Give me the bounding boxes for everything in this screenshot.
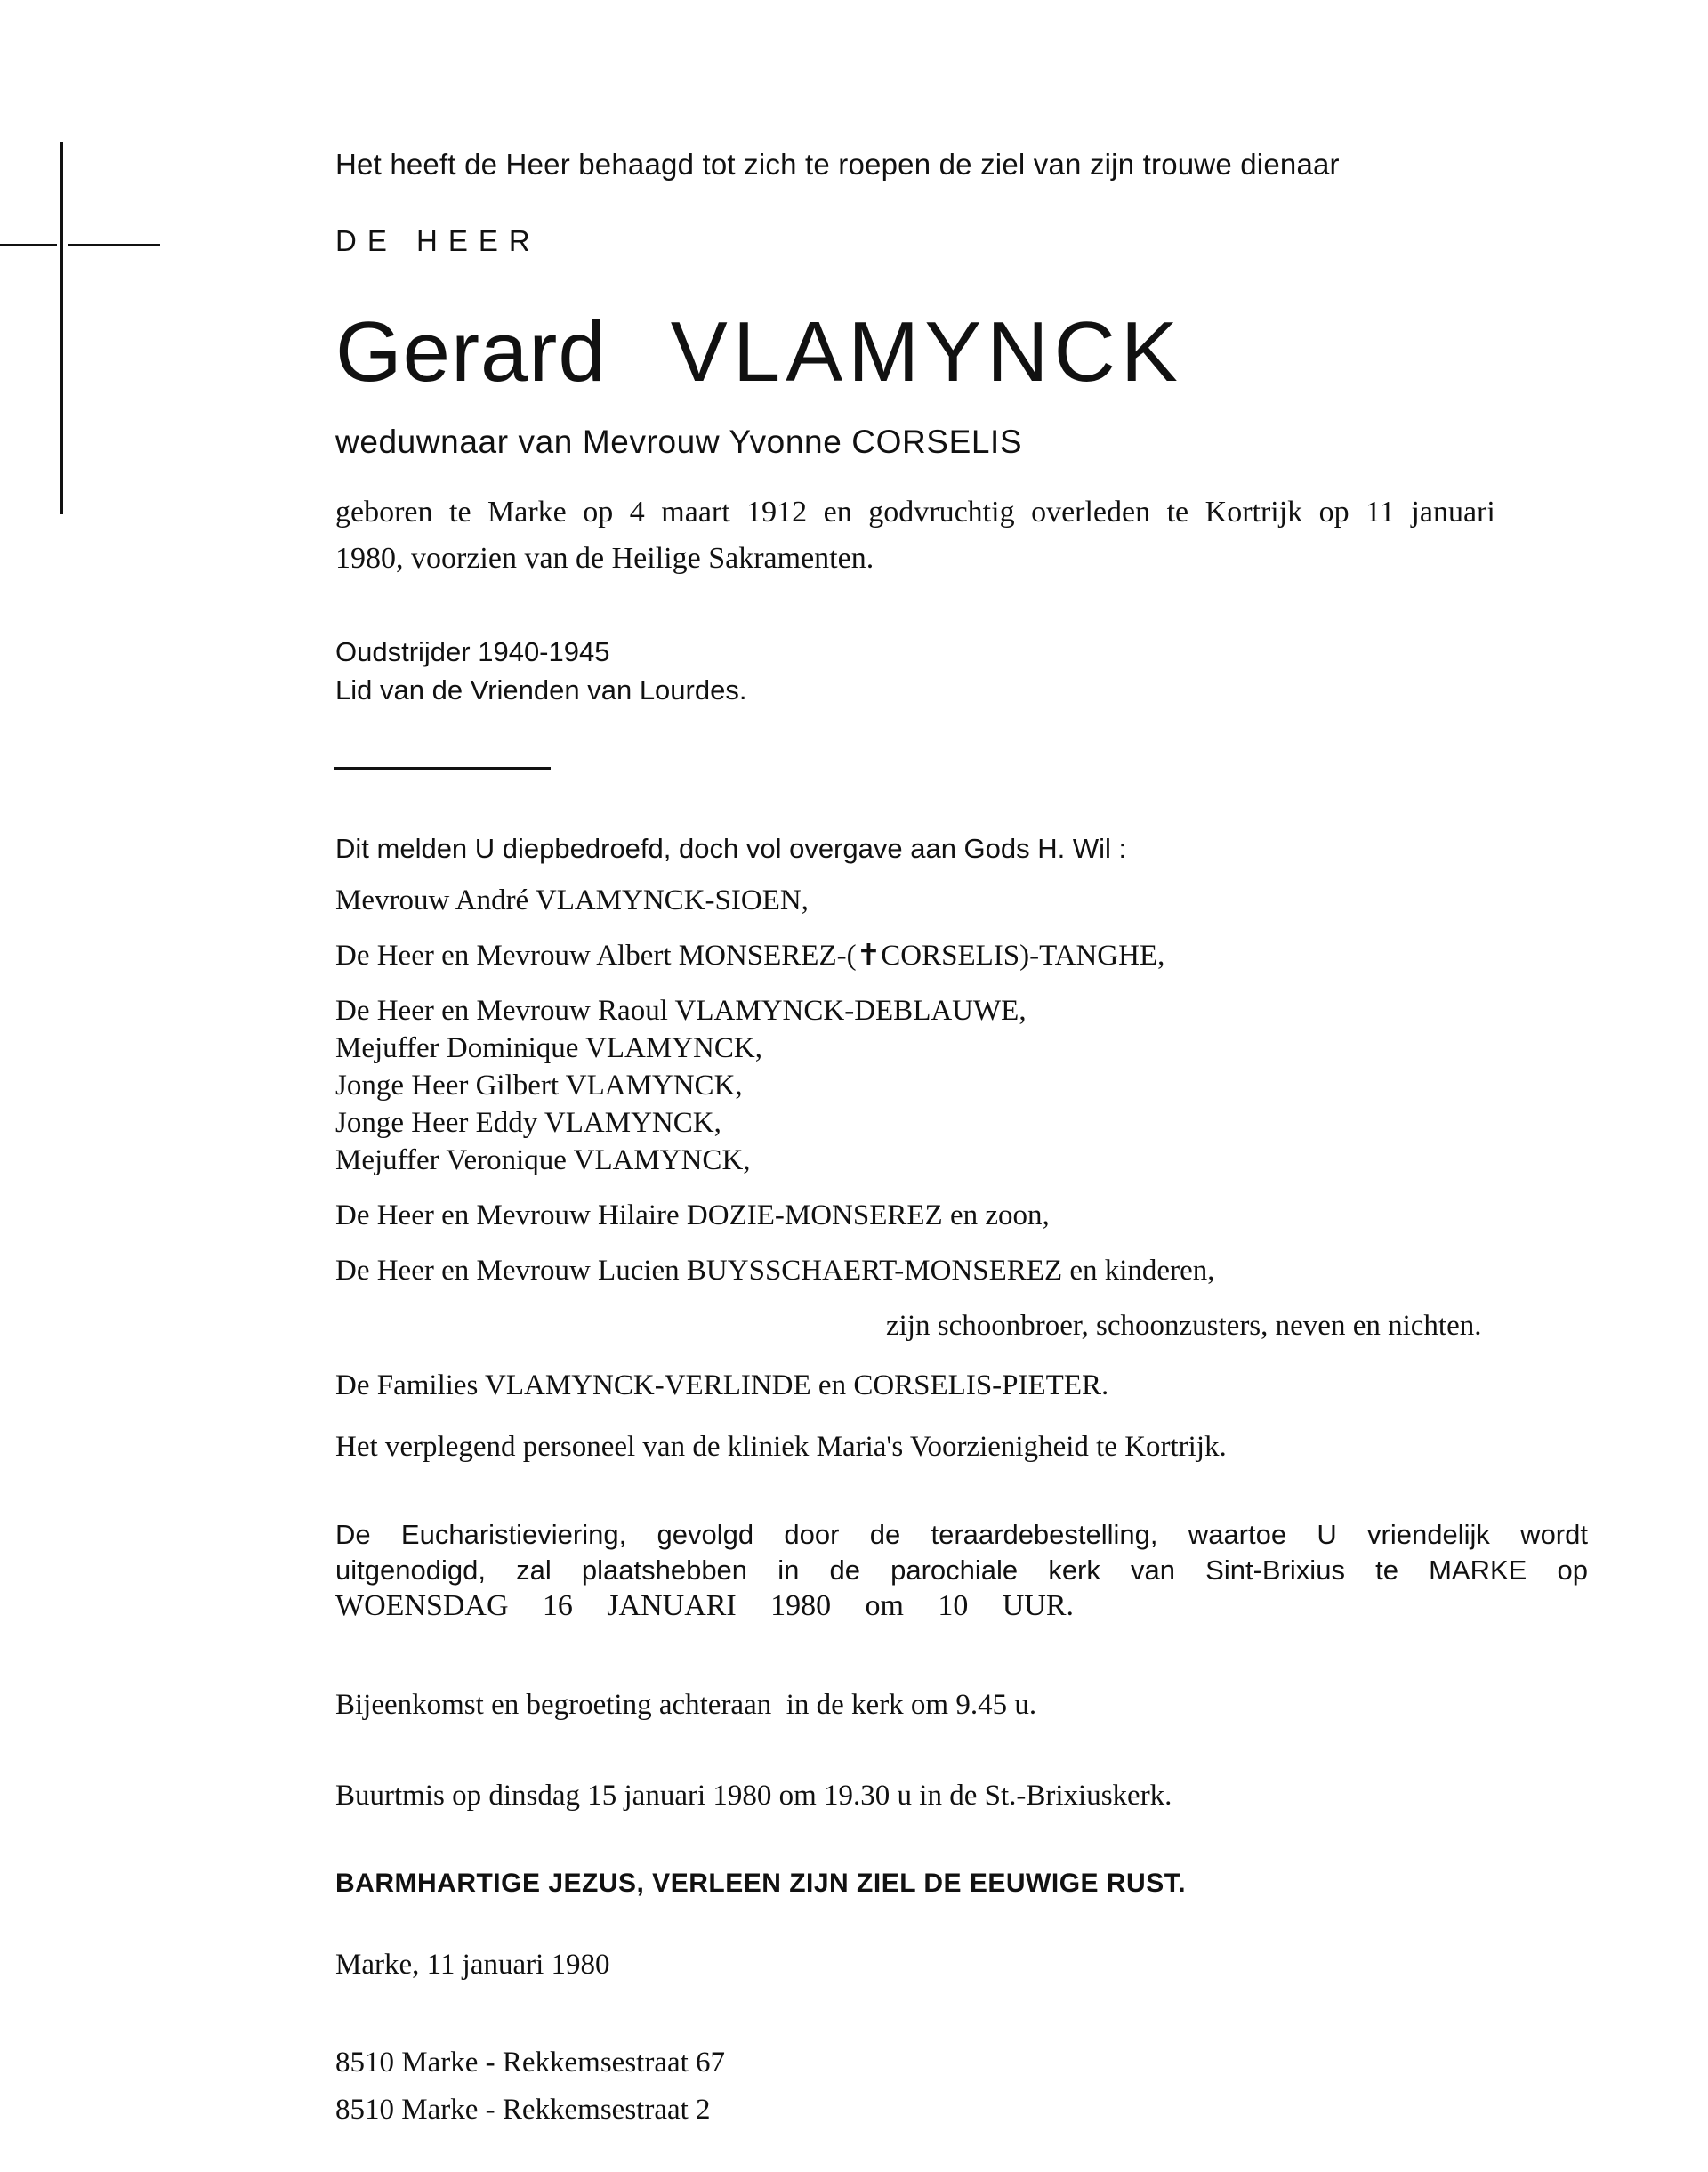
family-member: Mevrouw André VLAMYNCK-SIOEN, [335,884,809,916]
veteran-line: Oudstrijder 1940-1945 [335,636,610,667]
family-member: Jonge Heer Gilbert VLAMYNCK, [335,1070,743,1102]
widower-line: weduwnaar van Mevrouw Yvonne CORSELIS [335,424,1023,460]
closing-prayer: BARMHARTIGE JEZUS, VERLEEN ZIJN ZIEL DE EEUWIGE RUST. [335,1869,1187,1898]
family-member: Mejuffer Veronique VLAMYNCK, [335,1144,751,1176]
cross-horizontal-left [0,244,57,246]
title-de-heer: DE HEER [335,224,541,257]
family-member: De Families VLAMYNCK-VERLINDE en CORSELIS-PIETER. [335,1369,1109,1401]
family-member: Het verplegend personeel van de kliniek Maria's Voorzienigheid te Kortrijk. [335,1431,1227,1463]
first-name: Gerard [335,304,607,400]
address-line: 8510 Marke - Rekkemsestraat 2 [335,2094,711,2126]
mass-paragraph [335,1517,1588,1624]
birth-death-line-2: 1980, voorzien van de Heilige Sakramenten. [335,542,874,575]
mass-line-3: WOENSDAG 16 JANUARI 1980 om 10 UUR. [335,1589,1074,1622]
place-date: Marke, 11 januari 1980 [335,1949,610,1981]
section-divider [334,767,551,770]
gathering-line: Bijeenkomst en begroeting achteraan in de kerk om 9.45 u. [335,1689,1037,1721]
mass-line-1: De Eucharistieviering, gevolgd door de teraardebestelling, waartoe U vriendelijk wordt [335,1519,1588,1550]
member-line: Lid van de Vrienden van Lourdes. [335,674,747,706]
buurtmis-line: Buurtmis op dinsdag 15 januari 1980 om 19.30 u in de St.-Brixiuskerk. [335,1780,1172,1812]
family-member: De Heer en Mevrouw Lucien BUYSSCHAERT-MONSEREZ en kinderen, [335,1255,1215,1287]
address-line: 8510 Marke - Rekkemsestraat 67 [335,2047,726,2079]
family-member: Jonge Heer Eddy VLAMYNCK, [335,1107,721,1139]
mass-line-2: uitgenodigd, zal plaatshebben in de parochiale kerk van Sint-Brixius te MARKE op [335,1554,1588,1586]
family-announce: Dit melden U diepbedroefd, doch vol overgave aan Gods H. Wil : [335,833,1127,864]
deceased-name [335,304,1183,400]
family-member: De Heer en Mevrouw Albert MONSEREZ-(✝CORSELIS)-TANGHE, [335,940,1165,972]
cross-horizontal-right [68,244,160,246]
birth-death-line-1: geboren te Marke op 4 maart 1912 en godvruchtig overleden te Kortrijk op 11 januari [335,496,1495,529]
last-name: VLAMYNCK [670,304,1183,400]
family-member: zijn schoonbroer, schoonzusters, neven en nichten. [886,1310,1482,1342]
family-member: De Heer en Mevrouw Hilaire DOZIE-MONSEREZ en zoon, [335,1199,1050,1231]
intro-text: Het heeft de Heer behaagd tot zich te roepen de ziel van zijn trouwe dienaar [335,148,1340,181]
cross-vertical-bar [60,142,63,514]
family-member: Mejuffer Dominique VLAMYNCK, [335,1032,762,1064]
family-member: De Heer en Mevrouw Raoul VLAMYNCK-DEBLAUWE, [335,995,1027,1027]
